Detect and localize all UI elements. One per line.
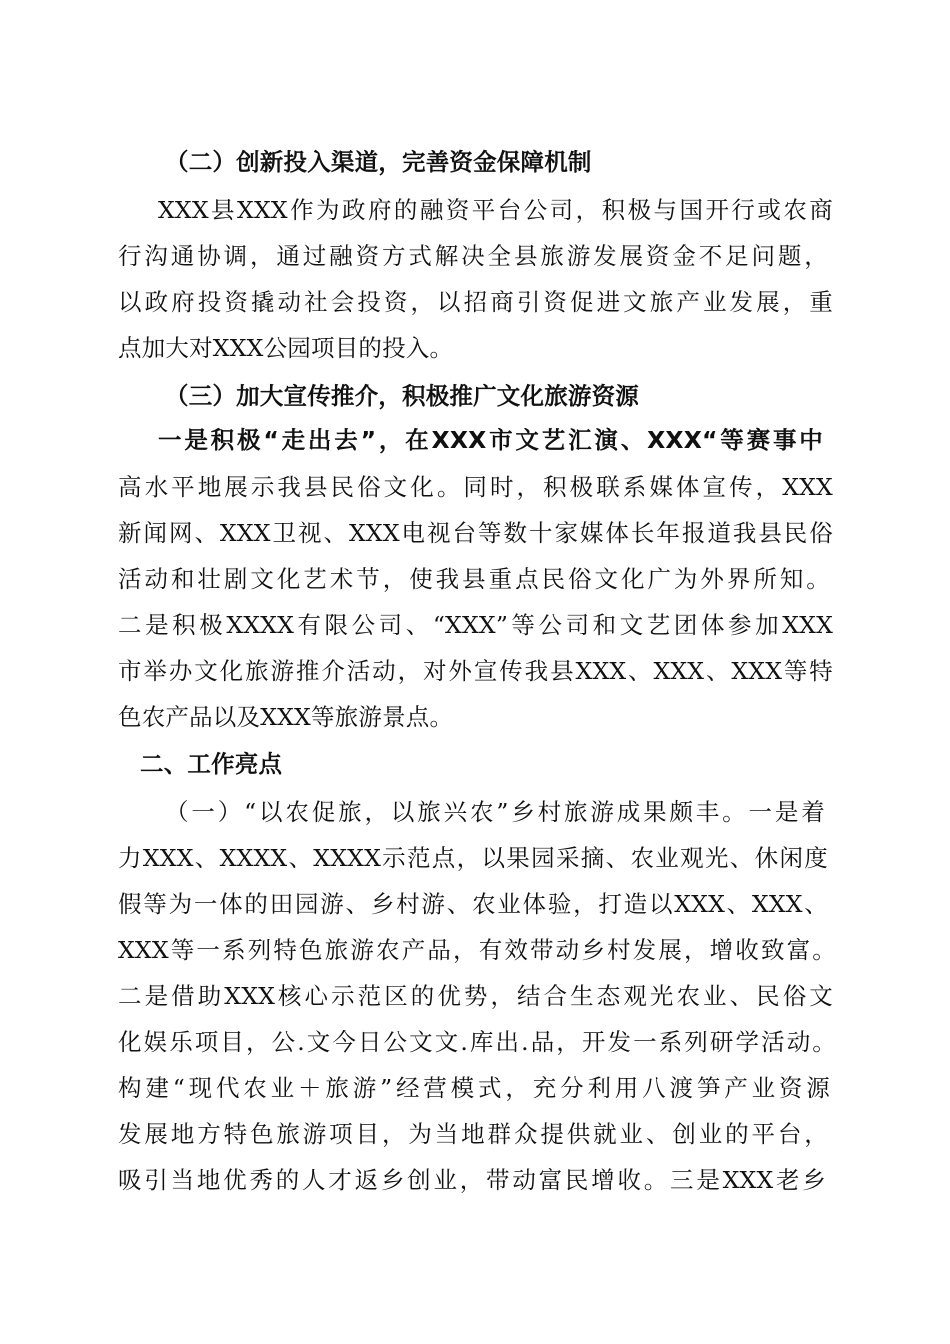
paragraph-line: 发展地方特色旅游项目，为当地群众提供就业、创业的平台， <box>118 1120 828 1148</box>
paragraph-line: 点加大对XXX公园项目的投入。 <box>118 334 454 362</box>
section-heading-highlights: 二、工作亮点 <box>140 750 283 778</box>
paragraph-line: 高水平地展示我县民俗文化。同时，积极联系媒体宣传，XXX <box>118 473 833 501</box>
paragraph-line: 新闻网、XXX卫视、XXX电视台等数十家媒体长年报道我县民俗 <box>118 519 833 547</box>
paragraph-line: XXX等一系列特色旅游农产品，有效带动乡村发展，增收致富。 <box>118 936 836 964</box>
paragraph-line: 假等为一体的田园游、乡村游、农业体验，打造以XXX、XXX、 <box>118 890 828 918</box>
paragraph-line: 吸引当地优秀的人才返乡创业，带动富民增收。三是XXX老乡 <box>118 1166 826 1194</box>
paragraph-line: 构建“现代农业＋旅游”经营模式，充分利用八渡笋产业资源 <box>118 1074 830 1102</box>
section-heading-2: （二）创新投入渠道，完善资金保障机制 <box>165 148 592 176</box>
paragraph-line: XXX县XXX作为政府的融资平台公司，积极与国开行或农商 <box>158 196 833 224</box>
paragraph-line: 力XXX、XXXX、XXXX示范点，以果园采摘、农业观光、休闲度 <box>118 844 828 872</box>
paragraph-line: 行沟通协调，通过融资方式解决全县旅游发展资金不足问题， <box>118 242 828 270</box>
paragraph-line: 活动和壮剧文化艺术节，使我县重点民俗文化广为外界所知。 <box>118 565 830 593</box>
paragraph-line: 一是积极“走出去”，在XXX市文艺汇演、XXX“等赛事中 <box>158 426 823 454</box>
section-heading-3: （三）加大宣传推介，积极推广文化旅游资源 <box>165 382 639 410</box>
paragraph-line: 以政府投资撬动社会投资，以招商引资促进文旅产业发展，重 <box>118 288 833 316</box>
paragraph-line: 色农产品以及XXX等旅游景点。 <box>118 703 454 731</box>
paragraph-line: 二是积极XXXX有限公司、“XXX”等公司和文艺团体参加XXX <box>118 611 833 639</box>
paragraph-line: 二是借助XXX核心示范区的优势，结合生态观光农业、民俗文 <box>118 982 833 1010</box>
paragraph-line: 化娱乐项目，公.文今日公文文.库出.品，开发一系列研学活动。 <box>118 1028 836 1056</box>
paragraph-line: （一）“以农促旅，以旅兴农”乡村旅游成果颇丰。一是着 <box>165 798 825 826</box>
paragraph-line: 市举办文化旅游推介活动，对外宣传我县XXX、XXX、XXX等特 <box>118 657 833 685</box>
